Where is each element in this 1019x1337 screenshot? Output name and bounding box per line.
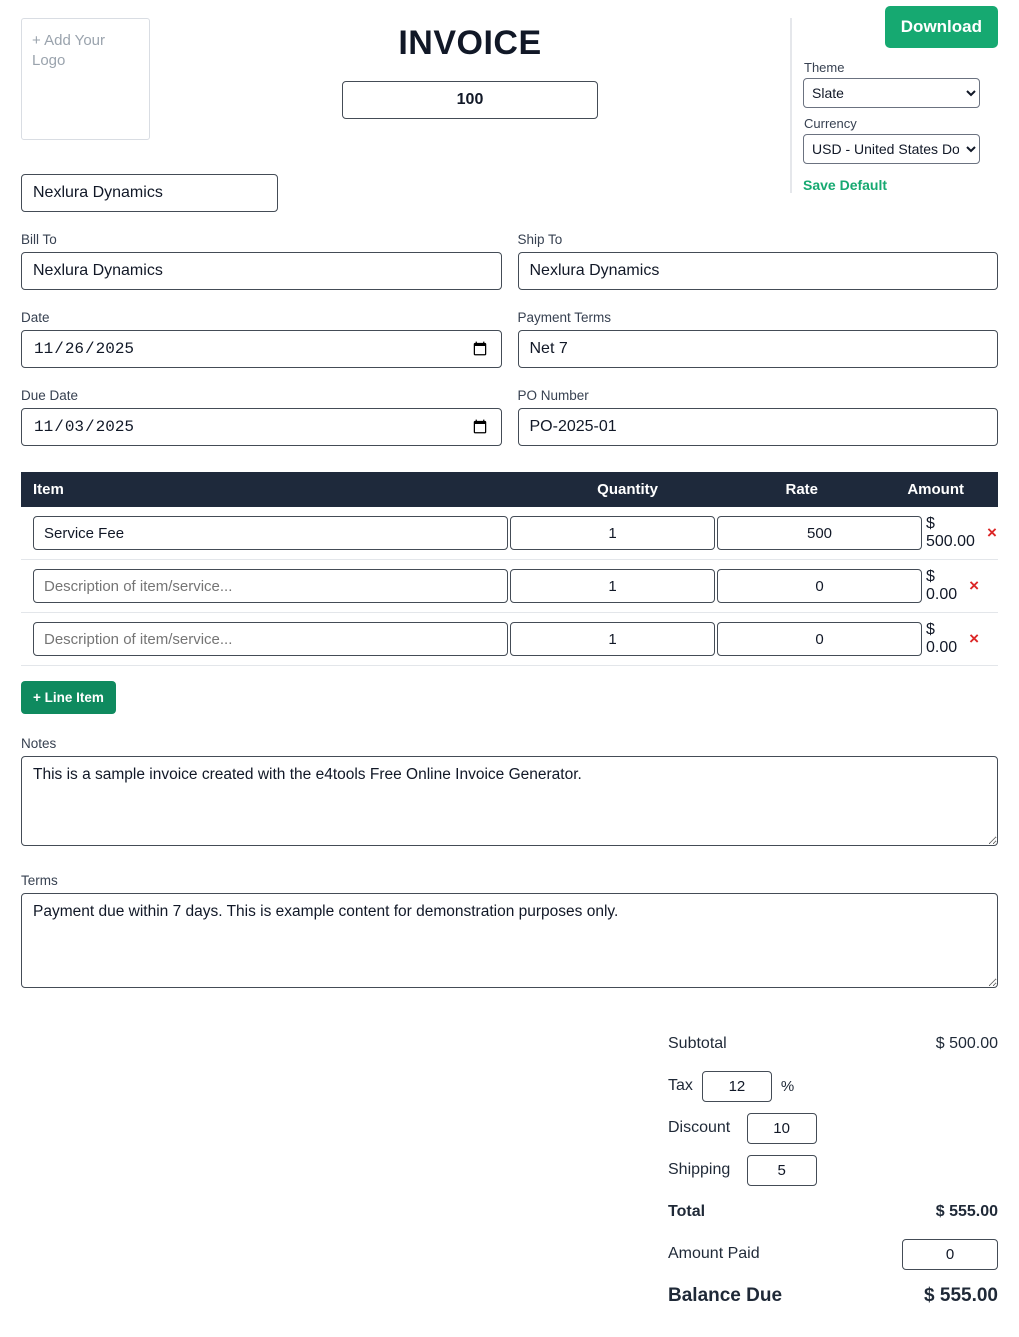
item-amount: $ 0.00 <box>926 621 958 656</box>
notes-block <box>21 736 998 851</box>
discount-input[interactable] <box>747 1113 817 1144</box>
column-header-quantity: Quantity <box>597 481 658 498</box>
ship-to-input[interactable] <box>518 252 999 290</box>
bill-to-input[interactable] <box>21 252 502 290</box>
date-label: Date <box>21 310 50 325</box>
balance-due-value: $ 555.00 <box>924 1285 998 1306</box>
date-terms-row <box>21 310 998 368</box>
theme-label: Theme <box>804 60 845 75</box>
ship-to-field <box>518 232 999 290</box>
discount-row <box>668 1107 998 1149</box>
line-items-table <box>21 472 998 714</box>
shipping-row <box>668 1149 998 1191</box>
item-rate-input[interactable] <box>717 622 922 656</box>
totals-panel <box>668 1023 998 1317</box>
tax-row <box>668 1065 998 1107</box>
total-label: Total <box>668 1203 706 1220</box>
total-row <box>668 1191 998 1233</box>
bill-to-label: Bill To <box>21 232 57 247</box>
item-rate-input[interactable] <box>717 569 922 603</box>
tax-controls <box>668 1071 794 1102</box>
add-logo-label: + Add Your Logo <box>32 32 105 70</box>
column-header-amount: Amount <box>907 481 964 498</box>
page-title: INVOICE <box>398 24 542 62</box>
line-items-header <box>21 472 998 507</box>
tax-unit: % <box>780 1077 795 1095</box>
amount-paid-label: Amount Paid <box>668 1245 760 1262</box>
balance-due-row <box>668 1275 998 1317</box>
column-header-item: Item <box>33 481 64 498</box>
item-amount: $ 0.00 <box>926 568 958 603</box>
tax-input[interactable] <box>702 1071 772 1102</box>
total-value: $ 555.00 <box>935 1203 998 1220</box>
subtotal-value: $ 500.00 <box>935 1035 998 1052</box>
date-input[interactable] <box>21 330 502 368</box>
terms-label: Terms <box>21 873 58 888</box>
po-number-field <box>518 388 999 446</box>
item-description-input[interactable] <box>33 622 508 656</box>
download-button[interactable]: Download <box>885 6 998 48</box>
currency-label: Currency <box>804 116 857 131</box>
notes-textarea[interactable] <box>21 756 998 846</box>
shipping-input[interactable] <box>747 1155 817 1186</box>
delete-row-icon[interactable]: × <box>986 523 997 542</box>
date-field <box>21 310 502 368</box>
table-row <box>21 560 998 613</box>
invoice-settings-panel <box>790 18 998 193</box>
item-rate-input[interactable] <box>717 516 922 550</box>
balance-due-label: Balance Due <box>668 1285 783 1306</box>
company-name-input[interactable] <box>21 174 278 212</box>
item-quantity-input[interactable] <box>510 569 715 603</box>
item-amount: $ 500.00 <box>926 515 975 550</box>
ship-to-label: Ship To <box>517 232 563 247</box>
bill-to-field <box>21 232 502 290</box>
add-line-item-button[interactable]: + Line Item <box>21 681 116 714</box>
column-header-rate: Rate <box>785 481 818 498</box>
shipping-label: Shipping <box>668 1161 731 1178</box>
payment-terms-input[interactable] <box>518 330 999 368</box>
table-row <box>21 507 998 560</box>
save-default-link[interactable]: Save Default <box>803 177 888 193</box>
table-row <box>21 613 998 666</box>
theme-select[interactable] <box>803 78 980 108</box>
bill-ship-row <box>21 232 998 290</box>
amount-paid-input[interactable] <box>902 1239 998 1270</box>
discount-label: Discount <box>668 1119 731 1136</box>
due-date-input[interactable] <box>21 408 502 446</box>
invoice-number-input[interactable] <box>342 81 598 119</box>
subtotal-row <box>668 1023 998 1065</box>
item-quantity-input[interactable] <box>510 622 715 656</box>
notes-label: Notes <box>21 736 57 751</box>
terms-textarea[interactable] <box>21 893 998 988</box>
due-po-row <box>21 388 998 446</box>
subtotal-label: Subtotal <box>668 1035 727 1052</box>
payment-terms-label: Payment Terms <box>517 310 612 325</box>
payment-terms-field <box>518 310 999 368</box>
due-date-label: Due Date <box>21 388 79 403</box>
due-date-field <box>21 388 502 446</box>
tax-label: Tax <box>668 1077 693 1094</box>
terms-block <box>21 873 998 993</box>
amount-paid-row <box>668 1233 998 1275</box>
invoice-header <box>21 17 998 193</box>
currency-select[interactable] <box>803 134 980 164</box>
item-description-input[interactable] <box>33 516 508 550</box>
add-logo-dropzone[interactable] <box>21 18 150 140</box>
delete-row-icon[interactable]: × <box>969 629 980 648</box>
po-number-input[interactable] <box>518 408 999 446</box>
po-number-label: PO Number <box>517 388 589 403</box>
item-description-input[interactable] <box>33 569 508 603</box>
title-column <box>150 18 790 119</box>
delete-row-icon[interactable]: × <box>969 576 980 595</box>
item-quantity-input[interactable] <box>510 516 715 550</box>
